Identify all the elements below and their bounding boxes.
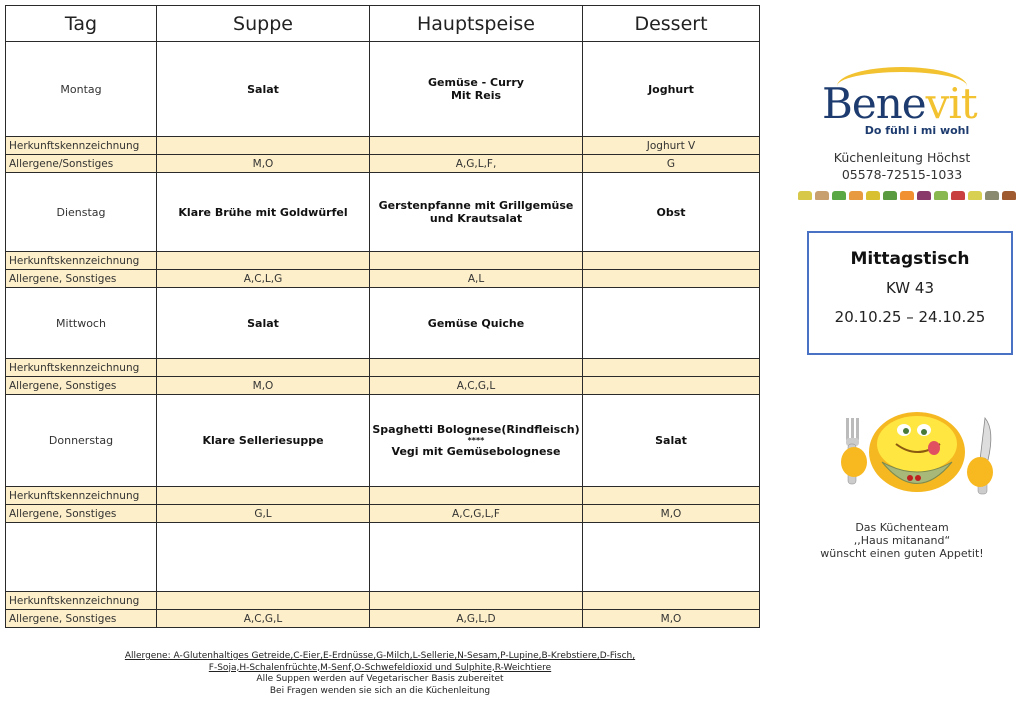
allergens-value: M,O (583, 610, 760, 628)
origin-value (370, 359, 583, 377)
main-dish-line: Vegi mit Gemüsebolognese (391, 445, 561, 458)
dessert-dish (583, 523, 760, 592)
menu-table (5, 5, 760, 628)
main-dish-line: Mit Reis (450, 89, 502, 102)
box-week: KW 43 (886, 279, 934, 297)
kitchen-team-message (780, 521, 1024, 560)
origin-row (6, 487, 760, 505)
origin-value (583, 592, 760, 610)
allergens-row (6, 155, 760, 173)
main-dish-line: Gemüse - Curry (428, 76, 524, 89)
origin-value (157, 487, 370, 505)
allergens-row (6, 270, 760, 288)
allergens-label: Allergene, Sonstiges (6, 377, 157, 395)
mittagstisch-box (807, 231, 1013, 355)
allergens-value: M,O (157, 377, 370, 395)
day-name: Montag (6, 42, 157, 137)
day-row (6, 395, 760, 487)
soup-dish: Salat (157, 42, 370, 137)
kitchen-contact (780, 149, 1024, 183)
dessert-dish: Obst (583, 173, 760, 252)
header-suppe: Suppe (157, 6, 370, 42)
allergens-label: Allergene, Sonstiges (6, 505, 157, 523)
origin-value (157, 592, 370, 610)
main-dish-line: Gemüse Quiche (427, 316, 525, 330)
allergens-label: Allergene/Sonstiges (6, 155, 157, 173)
logo-text-vit: vit (925, 79, 977, 128)
allergens-row (6, 505, 760, 523)
main-dish-line: und Krautsalat (429, 212, 523, 225)
kitchen-name: Küchenleitung Höchst (833, 150, 971, 165)
dessert-dish (583, 288, 760, 359)
main-dish (370, 395, 583, 487)
origin-label: Herkunftskennzeichnung (6, 487, 157, 505)
origin-value (370, 592, 583, 610)
smiley-chef-image (820, 410, 1010, 505)
box-title: Mittagstisch (850, 249, 970, 269)
day-row (6, 523, 760, 592)
allergen-legend-line-2: F-Soja,H-Schalenfrüchte,M-Senf,O-Schwefeldioxid und Sulphite,R-Weichtiere (208, 662, 552, 673)
origin-label: Herkunftskennzeichnung (6, 252, 157, 270)
day-row (6, 288, 760, 359)
header-dessert: Dessert (583, 6, 760, 42)
main-dish (370, 173, 583, 252)
soup-dish (157, 523, 370, 592)
allergens-value: G (583, 155, 760, 173)
team-line-2: ,,Haus mitanand“ (853, 534, 951, 547)
allergens-row (6, 610, 760, 628)
logo-slogan: Do fühl i mi wohl (864, 124, 970, 137)
origin-label: Herkunftskennzeichnung (6, 137, 157, 155)
header-tag: Tag (6, 6, 157, 42)
day-name: Dienstag (6, 173, 157, 252)
allergens-value: M,O (157, 155, 370, 173)
allergens-value: A,C,G,L (370, 377, 583, 395)
origin-value (157, 252, 370, 270)
origin-value: Joghurt V (583, 137, 760, 155)
origin-row (6, 137, 760, 155)
allergens-value (583, 377, 760, 395)
dessert-dish: Joghurt (583, 42, 760, 137)
day-row (6, 173, 760, 252)
main-dish (370, 42, 583, 137)
origin-label: Herkunftskennzeichnung (6, 592, 157, 610)
main-dish-line: Gerstenpfanne mit Grillgemüse (378, 199, 574, 212)
footer-note-questions: Bei Fragen wenden sie sich an die Küchenleitung (269, 685, 491, 696)
soup-dish: Klare Selleriesuppe (157, 395, 370, 487)
main-dish (370, 523, 583, 592)
origin-value (583, 359, 760, 377)
origin-value (583, 252, 760, 270)
header-row (6, 6, 760, 42)
origin-value (370, 252, 583, 270)
allergen-legend-line-1: Allergene: A-Glutenhaltiges Getreide,C-Eier,E-Erdnüsse,G-Milch,L-Sellerie,N-Sesam,P-Lupine,B-Krebstiere,D-Fisch, (124, 651, 636, 661)
allergens-value: A,G,L,F, (370, 155, 583, 173)
origin-row (6, 252, 760, 270)
team-line-1: Das Küchenteam (855, 521, 949, 534)
footer (0, 651, 760, 697)
header-hauptspeise: Hauptspeise (370, 6, 583, 42)
main-dish-line: Spaghetti Bolognese(Rindfleisch) (372, 423, 580, 436)
origin-value (157, 137, 370, 155)
origin-value (583, 487, 760, 505)
origin-value (157, 359, 370, 377)
allergens-value: A,L (370, 270, 583, 288)
origin-row (6, 359, 760, 377)
footer-note-soups: Alle Suppen werden auf Vegetarischer Basis zubereitet (256, 674, 504, 684)
day-name: Donnerstag (6, 395, 157, 487)
team-line-3: wünscht einen guten Appetit! (820, 547, 984, 560)
allergens-value: M,O (583, 505, 760, 523)
logo-text-bene: Bene (822, 79, 926, 128)
allergens-row (6, 377, 760, 395)
day-name: Mittwoch (6, 288, 157, 359)
allergens-value: A,C,G,L (157, 610, 370, 628)
day-row (6, 42, 760, 137)
allergens-label: Allergene, Sonstiges (6, 270, 157, 288)
allergens-value: G,L (157, 505, 370, 523)
origin-value (370, 137, 583, 155)
dessert-dish: Salat (583, 395, 760, 487)
box-dates: 20.10.25 – 24.10.25 (834, 308, 986, 326)
day-name (6, 523, 157, 592)
allergens-value: A,C,G,L,F (370, 505, 583, 523)
allergens-value: A,C,L,G (157, 270, 370, 288)
kitchen-phone: 05578-72515-1033 (841, 167, 963, 182)
main-dish-line: **** (467, 436, 485, 445)
main-dish (370, 288, 583, 359)
soup-dish: Klare Brühe mit Goldwürfel (157, 173, 370, 252)
fruit-figures-decoration (792, 191, 1022, 203)
allergens-value: A,G,L,D (370, 610, 583, 628)
allergens-label: Allergene, Sonstiges (6, 610, 157, 628)
origin-label: Herkunftskennzeichnung (6, 359, 157, 377)
soup-dish: Salat (157, 288, 370, 359)
origin-row (6, 592, 760, 610)
origin-value (370, 487, 583, 505)
allergens-value (583, 270, 760, 288)
